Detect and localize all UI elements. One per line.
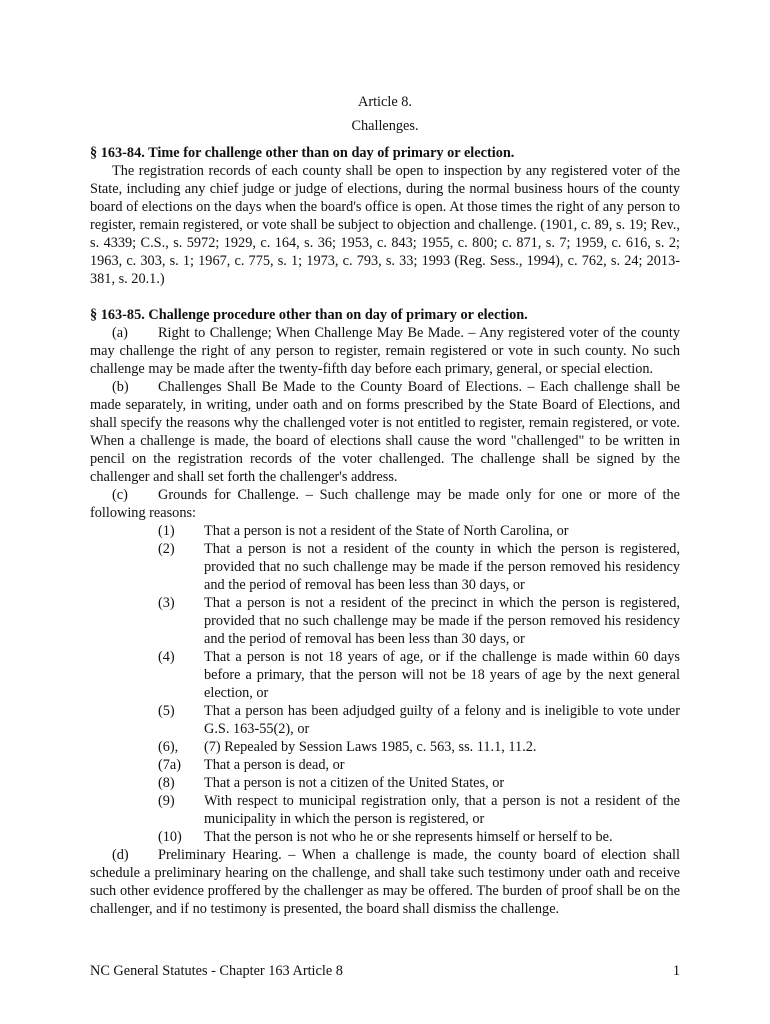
grounds-list	[90, 522, 680, 846]
grounds-item-number: (10)	[158, 829, 182, 845]
article-title: Article 8.	[358, 94, 412, 110]
grounds-item-text: That a person is not a resident of the precinct in which the person is registered, provided that no such challenge may be made if the person removed his residency and the period of removal has been less than 30 days, or	[204, 595, 680, 647]
grounds-list-item	[90, 594, 680, 648]
subsection-a	[90, 324, 680, 378]
subsection-b-text: Challenges Shall Be Made to the County Board of Elections. – Each challenge shall be made separately, in writing, under oath and on forms prescribed by the State Board of Elections, and shall specify the reasons why the challenged voter is not entitled to register, remain registered, or vote. When a challenge is made, the board of elections shall cause the word "challenged" to be written in pencil on the registration records of the voter challenged. The challenge shall be signed by the challenger and shall set forth the challenger's address.	[90, 379, 680, 485]
page-footer	[90, 962, 680, 980]
grounds-list-item	[90, 774, 680, 792]
footer-title: NC General Statutes - Chapter 163 Article 8	[90, 963, 343, 979]
section-163-85-heading: § 163-85. Challenge procedure other than on day of primary or election.	[90, 307, 528, 323]
grounds-item-number: (9)	[158, 793, 175, 809]
subsection-d	[90, 846, 680, 918]
grounds-list-item	[90, 828, 680, 846]
subsection-d-text: Preliminary Hearing. – When a challenge is made, the county board of election shall schedule a preliminary hearing on the challenge, and shall take such testimony under oath and receive such other evidence proffered by the challenger as may be offered. The burden of proof shall be on the challenger, and if no testimony is presented, the board shall dismiss the challenge.	[90, 847, 680, 917]
grounds-item-number: (4)	[158, 649, 175, 665]
subsection-d-label: (d)	[112, 847, 129, 863]
subsection-c-text: Grounds for Challenge. – Such challenge may be made only for one or more of the following reasons:	[90, 487, 680, 521]
subsection-b-label: (b)	[112, 379, 129, 395]
page-number: 1	[672, 963, 680, 979]
grounds-item-number: (6),	[158, 739, 179, 755]
subsection-b	[90, 378, 680, 486]
grounds-item-number: (1)	[158, 523, 175, 539]
section-163-84-text: The registration records of each county shall be open to inspection by any registered voter of the State, including any chief judge or judge of elections, during the normal business hours of the county board of elections on the days when the board's office is open. At those times the right of any person to register, remain registered, or vote shall be subject to objection and challenge. (1901, c. 89, s. 19; Rev., s. 4339; C.S., s. 5972; 1929, c. 164, s. 36; 1953, c. 843; 1955, c. 800; c. 871, s. 7; 1959, c. 616, s. 2; 1963, c. 303, s. 1; 1967, c. 775, s. 1; 1973, c. 793, s. 33; 1993 (Reg. Sess., 1994), c. 762, s. 24; 2013-381, s. 20.1.)	[90, 163, 680, 287]
grounds-list-item	[90, 702, 680, 738]
grounds-item-text: That the person is not who he or she represents himself or herself to be.	[204, 829, 613, 845]
article-subtitle: Challenges.	[351, 118, 419, 134]
subsection-a-label: (a)	[112, 325, 128, 341]
grounds-item-number: (8)	[158, 775, 175, 791]
grounds-item-text: With respect to municipal registration only, that a person is not a resident of the municipality in which the person is registered, or	[204, 793, 680, 827]
subsection-a-text: Right to Challenge; When Challenge May Be Made. – Any registered voter of the county may challenge the right of any person to register, remain registered or vote in such county. No such challenge may be made after the twenty-fifth day before each primary, general, or special election.	[90, 325, 680, 377]
section-gap	[90, 288, 680, 306]
section-163-84-heading: § 163-84. Time for challenge other than on day of primary or election.	[90, 145, 515, 161]
grounds-item-number: (5)	[158, 703, 175, 719]
grounds-list-item	[90, 522, 680, 540]
subsection-c	[90, 486, 680, 522]
grounds-item-number: (3)	[158, 595, 175, 611]
grounds-item-text: That a person is not a resident of the county in which the person is registered, provided that no such challenge may be made if the person removed his residency and the period of removal has been less than 30 days, or	[204, 541, 680, 593]
grounds-list-item	[90, 648, 680, 702]
grounds-item-text: That a person is not 18 years of age, or if the challenge is made within 60 days before a primary, that the person will not be 18 years of age by the next general election, or	[204, 649, 680, 701]
grounds-item-text: That a person has been adjudged guilty of a felony and is ineligible to vote under G.S. 163-55(2), or	[204, 703, 680, 737]
grounds-item-text: (7) Repealed by Session Laws 1985, c. 563, ss. 11.1, 11.2.	[204, 739, 537, 755]
grounds-item-text: That a person is not a resident of the State of North Carolina, or	[204, 523, 569, 539]
subsection-c-label: (c)	[112, 487, 128, 503]
grounds-list-item	[90, 756, 680, 774]
grounds-list-item	[90, 738, 680, 756]
grounds-item-number: (2)	[158, 541, 175, 557]
grounds-list-item	[90, 792, 680, 828]
grounds-item-text: That a person is not a citizen of the United States, or	[204, 775, 505, 791]
grounds-list-item	[90, 540, 680, 594]
grounds-item-text: That a person is dead, or	[204, 757, 345, 773]
grounds-item-number: (7a)	[158, 757, 182, 773]
